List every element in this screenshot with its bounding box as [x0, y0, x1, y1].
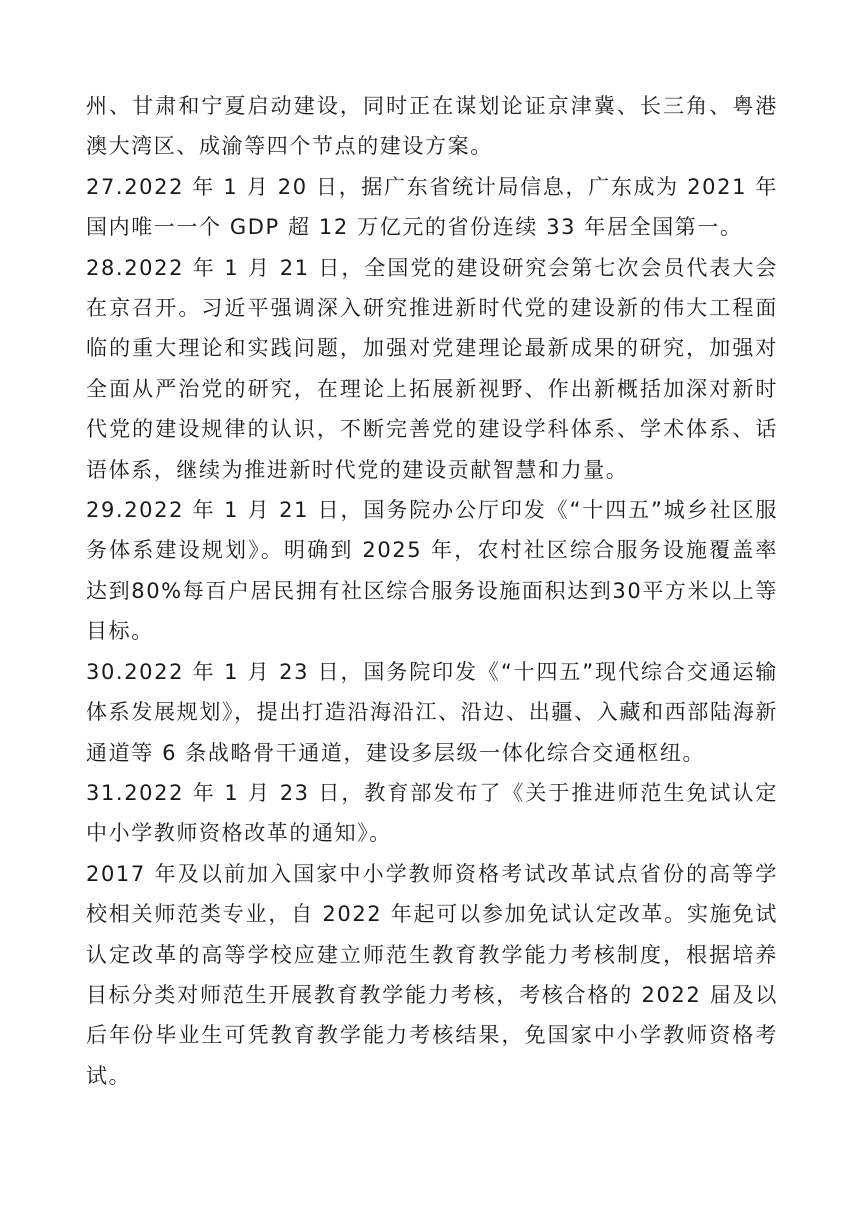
paragraph-continuation: 州、甘肃和宁夏启动建设，同时正在谋划论证京津冀、长三角、粤港澳大湾区、成渝等四个节点的建设方案。 [86, 94, 778, 159]
paragraph-item-29: 29.2022 年 1 月 21 日，国务院办公厅印发《“十四五”城乡社区服务体系建设规划》。明确到 2025 年，农村社区综合服务设施覆盖率达到80%每百户居民拥有社区综合服务设施面积达到30平方米以上等目标。 [86, 498, 778, 644]
document-page [86, 86, 778, 1096]
paragraph-item-27: 27.2022 年 1 月 20 日，据广东省统计局信息，广东成为 2021 年国内唯一一个 GDP 超 12 万亿元的省份连续 33 年居全国第一。 [86, 174, 778, 240]
paragraph-item-31: 31.2022 年 1 月 23 日，教育部发布了《关于推进师范生免试认定中小学教师资格改革的通知》。 [86, 780, 778, 846]
paragraph-detail: 2017 年及以前加入国家中小学教师资格考试改革试点省份的高等学校相关师范类专业，自 2022 年起可以参加免试认定改革。实施免试认定改革的高等学校应建立师范生教育教学能力考核制度，根据培养目标分类对师范生开展教育教学能力考核，考核合格的 2022 届及以后年份毕业生可凭教育教学能力考核结果，免国家中小学教师资格考试。 [86, 861, 778, 1088]
paragraph-item-28: 28.2022 年 1 月 21 日，全国党的建设研究会第七次会员代表大会在京召开。习近平强调深入研究推进新时代党的建设新的伟大工程面临的重大理论和实践问题，加强对党建理论最新成果的研究，加强对全面从严治党的研究，在理论上拓展新视野、作出新概括加深对新时代党的建设规律的认识，不断完善党的建设学科体系、学术体系、话语体系，继续为推进新时代党的建设贡献智慧和力量。 [86, 255, 778, 482]
paragraph-item-30: 30.2022 年 1 月 23 日，国务院印发《“十四五”现代综合交通运输体系发展规划》，提出打造沿海沿江、沿边、出疆、入藏和西部陆海新通道等 6 条战略骨干通道，建设多层级一体化综合交通枢纽。 [86, 659, 778, 765]
